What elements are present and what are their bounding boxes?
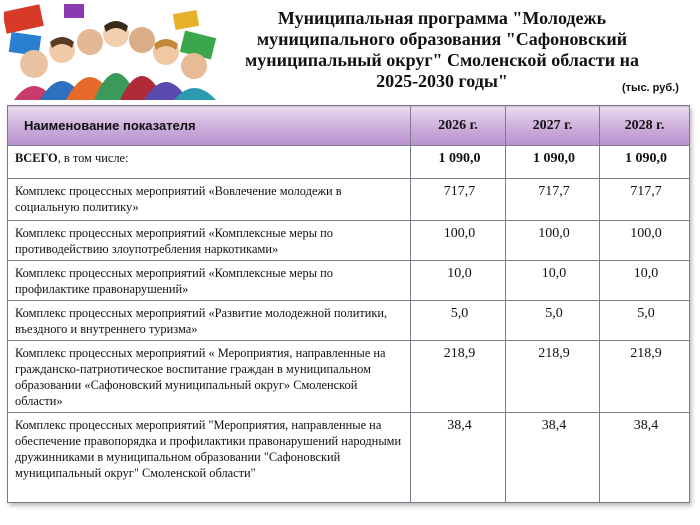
row-label: Комплекс процессных мероприятий «Вовлечение молодежи в социальную политику»	[8, 179, 411, 221]
cell-2027: 38,4	[506, 413, 600, 503]
table-header-row	[8, 106, 690, 146]
total-label-bold: ВСЕГО	[15, 151, 58, 165]
cell-2028: 5,0	[600, 301, 690, 341]
cell-2026: 1 090,0	[411, 146, 506, 179]
cell-2028: 1 090,0	[600, 146, 690, 179]
cell-2027: 10,0	[506, 261, 600, 301]
row-label: Комплекс процессных мероприятий «Комплексные меры по профилактике правонарушений»	[8, 261, 411, 301]
table-row	[8, 221, 690, 261]
cell-2028: 38,4	[600, 413, 690, 503]
cell-2026: 100,0	[411, 221, 506, 261]
column-header-2027: 2027 г.	[506, 106, 600, 146]
cell-2026: 5,0	[411, 301, 506, 341]
cell-2028: 717,7	[600, 179, 690, 221]
youth-group-photo	[4, 4, 219, 100]
cell-2028: 218,9	[600, 341, 690, 413]
cell-2026: 10,0	[411, 261, 506, 301]
table-row	[8, 261, 690, 301]
total-label-rest: , в том числе:	[57, 151, 129, 165]
row-label: Комплекс процессных мероприятий "Мероприятия, направленные на обеспечение правопорядка и профилактики правонарушений народными дружинниками в муниципальном образовании "Сафоновский муниципальный округ" Смоленской области"	[8, 413, 411, 503]
row-label: Комплекс процессных мероприятий «Комплексные меры по противодействию злоупотребления наркотиками»	[8, 221, 411, 261]
table-row	[8, 179, 690, 221]
title-line-2: муниципального образования "Сафоновский	[256, 29, 628, 49]
title-line-3: муниципальный округ" Смоленской области на	[245, 50, 639, 70]
column-header-2028: 2028 г.	[600, 106, 690, 146]
youth-group-illustration	[4, 4, 219, 100]
cell-2026: 38,4	[411, 413, 506, 503]
row-label	[8, 146, 411, 179]
unit-label: (тыс. руб.)	[622, 82, 679, 94]
table-row	[8, 413, 690, 503]
table-row-total	[8, 146, 690, 179]
page-title	[232, 8, 652, 92]
cell-2027: 717,7	[506, 179, 600, 221]
row-label: Комплекс процессных мероприятий « Мероприятия, направленные на гражданско-патриотическое воспитание граждан в муниципальном образовании «Сафоновский муниципальный округ» Смоленской области»	[8, 341, 411, 413]
column-header-2026: 2026 г.	[411, 106, 506, 146]
cell-2027: 218,9	[506, 341, 600, 413]
table-row	[8, 341, 690, 413]
cell-2026: 218,9	[411, 341, 506, 413]
cell-2027: 5,0	[506, 301, 600, 341]
cell-2026: 717,7	[411, 179, 506, 221]
column-header-name: Наименование показателя	[8, 106, 411, 146]
title-line-1: Муниципальная программа "Молодежь	[277, 8, 607, 28]
program-table	[7, 105, 690, 503]
row-label: Комплекс процессных мероприятий «Развитие молодежной политики, въездного и внутреннего туризма»	[8, 301, 411, 341]
cell-2028: 10,0	[600, 261, 690, 301]
title-line-4: 2025-2030 годы"	[376, 71, 508, 91]
cell-2027: 1 090,0	[506, 146, 600, 179]
cell-2027: 100,0	[506, 221, 600, 261]
cell-2028: 100,0	[600, 221, 690, 261]
table-row	[8, 301, 690, 341]
